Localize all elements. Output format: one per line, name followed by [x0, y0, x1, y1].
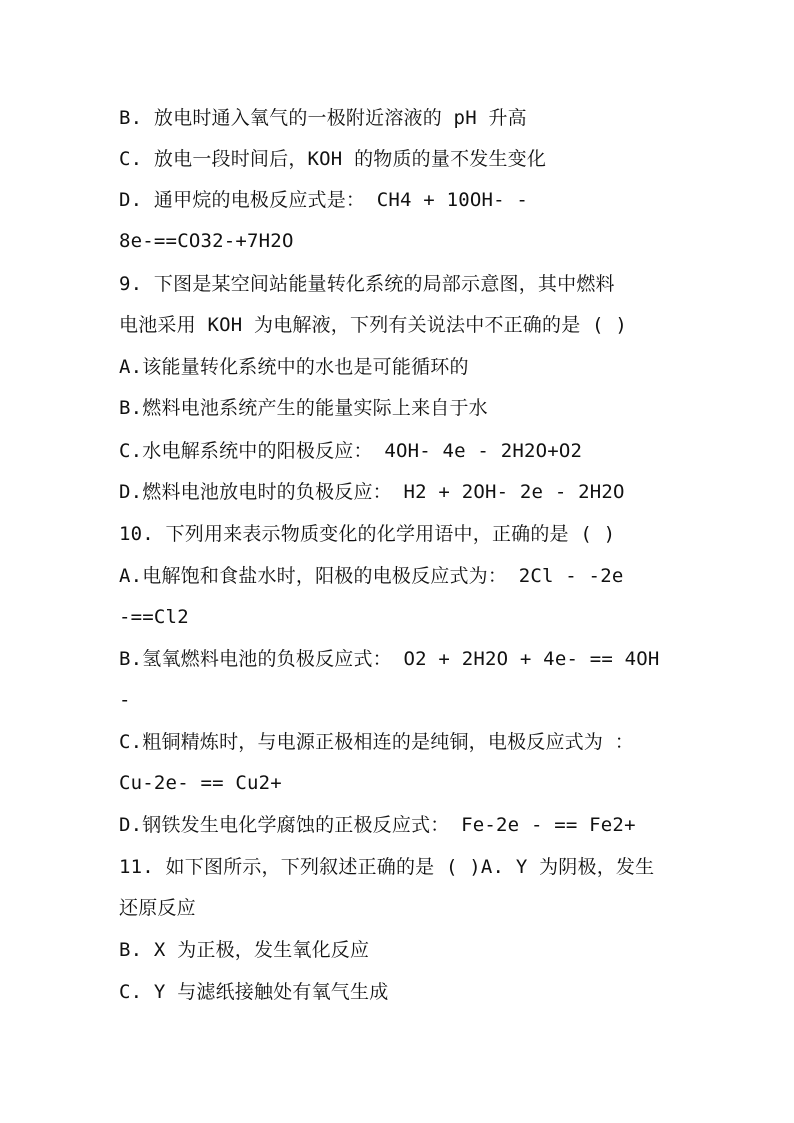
q10-option-c-continuation: Cu-2e- == Cu2+	[119, 772, 282, 794]
q10-option-d: D.钢铁发生电化学腐蚀的正极反应式： Fe-2e - == Fe2+	[119, 814, 636, 836]
question-11-line: 11. 如下图所示，下列叙述正确的是 ( )A. Y 为阴极，发生	[119, 856, 655, 878]
option-c-line: C. 放电一段时间后，KOH 的物质的量不发生变化	[119, 148, 547, 170]
option-d-continuation: 8e-==CO32-+7H2O	[119, 230, 294, 252]
question-10-line: 10. 下列用来表示物质变化的化学用语中，正确的是 ( )	[119, 523, 616, 545]
q10-option-b: B.氢氧燃料电池的负极反应式： O2 + 2H2O + 4e- == 4OH	[119, 648, 660, 670]
option-d-line: D. 通甲烷的电极反应式是： CH4 + 10OH- -	[119, 189, 529, 211]
question-11-continuation: 还原反应	[119, 897, 196, 919]
q9-option-c: C.水电解系统中的阳极反应： 4OH- 4e - 2H2O+O2	[119, 440, 583, 462]
q10-option-c: C.粗铜精炼时，与电源正极相连的是纯铜，电极反应式为 ：	[119, 731, 634, 753]
q9-option-b: B.燃料电池系统产生的能量实际上来自于水	[119, 397, 488, 419]
question-9-line-1: 9. 下图是某空间站能量转化系统的局部示意图，其中燃料	[119, 273, 615, 295]
q11-option-b: B. X 为正极，发生氧化反应	[119, 939, 370, 961]
q10-option-a: A.电解饱和食盐水时，阳极的电极反应式为： 2Cl - -2e	[119, 565, 624, 587]
q11-option-c: C. Y 与滤纸接触处有氧气生成	[119, 981, 389, 1003]
q9-option-d: D.燃料电池放电时的负极反应： H2 + 2OH- 2e - 2H2O	[119, 481, 625, 503]
option-b-line: B. 放电时通入氧气的一极附近溶液的 pH 升高	[119, 107, 527, 129]
q10-option-b-continuation: -	[119, 689, 131, 711]
question-9-line-2: 电池采用 KOH 为电解液，下列有关说法中不正确的是 ( )	[119, 314, 627, 336]
q9-option-a: A.该能量转化系统中的水也是可能循环的	[119, 356, 469, 378]
q10-option-a-continuation: -==Cl2	[119, 606, 189, 628]
